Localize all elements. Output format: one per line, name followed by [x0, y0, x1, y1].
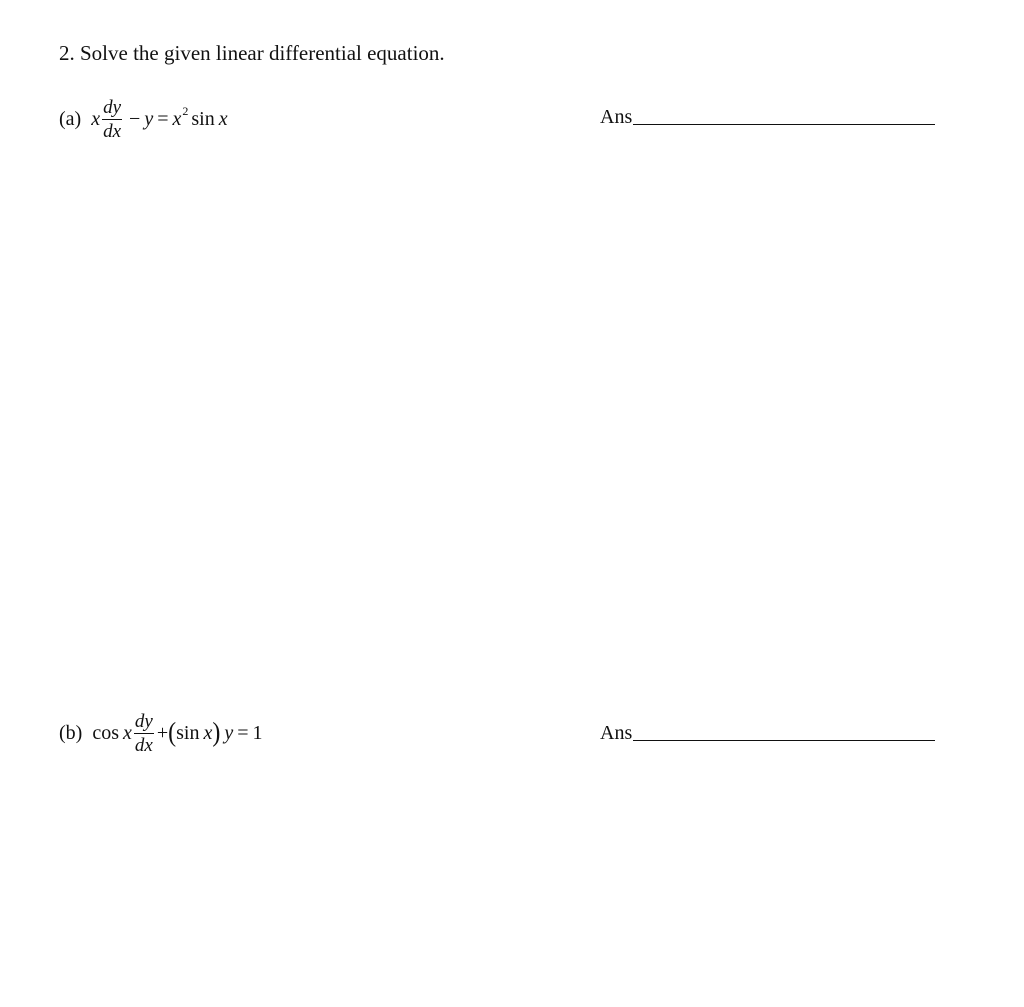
part-b-frac-denominator: dx [134, 734, 153, 756]
part-a-y: y [144, 107, 154, 130]
part-a-frac-denominator: dx [103, 120, 122, 142]
part-a-rhs-argument: x [218, 107, 228, 130]
part-a-rhs-base: x [172, 107, 182, 130]
part-a-answer-label: Ans [600, 106, 633, 128]
part-a-rhs-function: sin [191, 107, 215, 130]
part-b-right-paren: ) [212, 717, 221, 748]
part-b-coeff-function: cos [92, 721, 119, 744]
part-a-equals: = [157, 107, 169, 130]
part-b-coeff-argument: x [123, 721, 132, 744]
part-b-answer-label: Ans [600, 722, 633, 744]
part-b-derivative-fraction [134, 711, 154, 756]
part-b-equation [59, 708, 263, 758]
question-title: 2. Solve the given linear differential equation. [59, 41, 445, 65]
part-a-answer [600, 106, 935, 129]
part-b-y: y [224, 721, 234, 744]
part-a-answer-blank[interactable] [633, 124, 935, 125]
part-b-answer [600, 722, 935, 745]
part-b-inner-argument: x [203, 721, 213, 744]
part-b-frac-numerator: dy [134, 710, 153, 732]
part-b-label: (b) [59, 721, 83, 744]
part-a-equation [59, 94, 228, 144]
part-b-rhs: 1 [252, 721, 263, 744]
part-a-label: (a) [59, 107, 82, 130]
part-b-answer-blank[interactable] [633, 740, 935, 741]
part-a-lhs-coeff: x [91, 107, 101, 130]
part-a-minus: − [129, 107, 141, 130]
part-a-rhs-exponent: 2 [182, 103, 189, 118]
part-b-equals: = [237, 721, 249, 744]
part-b-inner-function: sin [176, 721, 200, 744]
part-a-derivative-fraction [102, 97, 122, 142]
part-b-plus: + [156, 721, 169, 744]
part-a-frac-numerator: dy [103, 96, 122, 118]
part-b-left-paren: ( [168, 717, 177, 748]
